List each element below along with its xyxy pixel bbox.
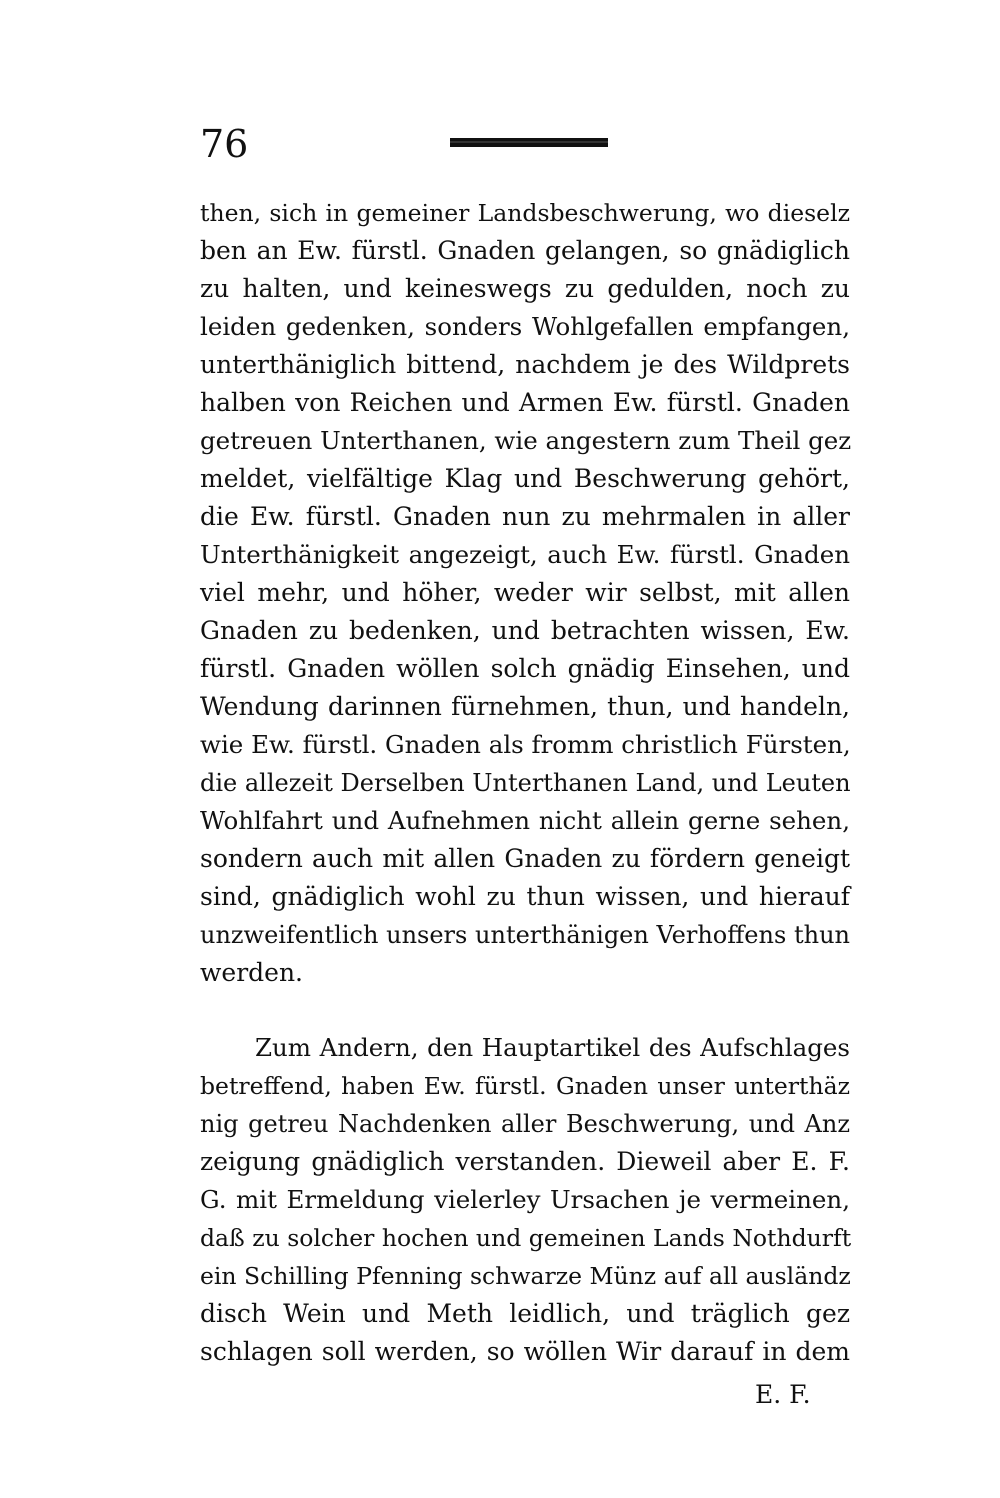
text-line: die allezeit Derselben Unterthanen Land, und Leuten xyxy=(200,769,851,797)
text-line: zu halten, und keineswegs zu gedulden, noch zu xyxy=(200,274,850,303)
text-line: unterthäniglich bittend, nachdem je des Wildprets xyxy=(200,350,850,379)
text-line: meldet, vielfältige Klag und Beschwerung gehört, xyxy=(200,464,850,493)
text-line: halben von Reichen und Armen Ew. fürstl. Gnaden xyxy=(200,388,850,417)
text-line: sondern auch mit allen Gnaden zu fördern geneigt xyxy=(200,844,850,873)
text-line: Gnaden zu bedenken, und betrachten wissen, Ew. xyxy=(200,616,850,645)
text-line: ben an Ew. fürstl. Gnaden gelangen, so gnädiglich xyxy=(200,236,850,265)
text-line: Unterthänigkeit angezeigt, auch Ew. fürstl. Gnaden xyxy=(200,540,850,569)
catchword: E. F. xyxy=(755,1380,811,1409)
text-line: then, sich in gemeiner Landsbeschwerung, wo dieselz xyxy=(200,199,850,227)
text-line: daß zu solcher hochen und gemeinen Lands Nothdurft xyxy=(200,1224,852,1252)
text-line: Wendung darinnen fürnehmen, thun, und handeln, xyxy=(200,692,850,721)
text-line: betreffend, haben Ew. fürstl. Gnaden unser unterthäz xyxy=(200,1072,850,1100)
text-line: Zum Andern, den Hauptartikel des Aufschlages xyxy=(255,1033,850,1062)
text-line: werden. xyxy=(200,958,303,987)
text-line: unzweifentlich unsers unterthänigen Verhoffens thun xyxy=(200,921,850,949)
text-line: die Ew. fürstl. Gnaden nun zu mehrmalen in aller xyxy=(200,502,850,531)
header-ornament-rule xyxy=(450,138,608,147)
text-line: nig getreu Nachdenken aller Beschwerung, und Anz xyxy=(200,1110,850,1138)
text-line: Wohlfahrt und Aufnehmen nicht allein gerne sehen, xyxy=(200,806,850,835)
page-number: 76 xyxy=(200,122,249,166)
text-line: ein Schilling Pfenning schwarze Münz auf all ausländz xyxy=(200,1262,851,1290)
text-line: G. mit Ermeldung vielerley Ursachen je vermeinen, xyxy=(200,1185,850,1214)
text-line: getreuen Unterthanen, wie angestern zum Theil gez xyxy=(200,426,852,455)
text-line: schlagen soll werden, so wöllen Wir darauf in dem xyxy=(200,1337,850,1366)
text-line: fürstl. Gnaden wöllen solch gnädig Einsehen, und xyxy=(200,654,850,683)
text-line: disch Wein und Meth leidlich, und träglich gez xyxy=(200,1299,850,1328)
text-line: leiden gedenken, sonders Wohlgefallen empfangen, xyxy=(200,312,850,341)
paragraph-1 xyxy=(200,194,850,992)
text-line: sind, gnädiglich wohl zu thun wissen, und hierauf xyxy=(200,882,850,911)
paragraph-2 xyxy=(200,1029,850,1371)
text-line: wie Ew. fürstl. Gnaden als fromm christlich Fürsten, xyxy=(200,730,851,759)
text-line: zeigung gnädiglich verstanden. Dieweil aber E. F. xyxy=(200,1147,850,1176)
text-line: viel mehr, und höher, weder wir selbst, mit allen xyxy=(200,578,850,607)
